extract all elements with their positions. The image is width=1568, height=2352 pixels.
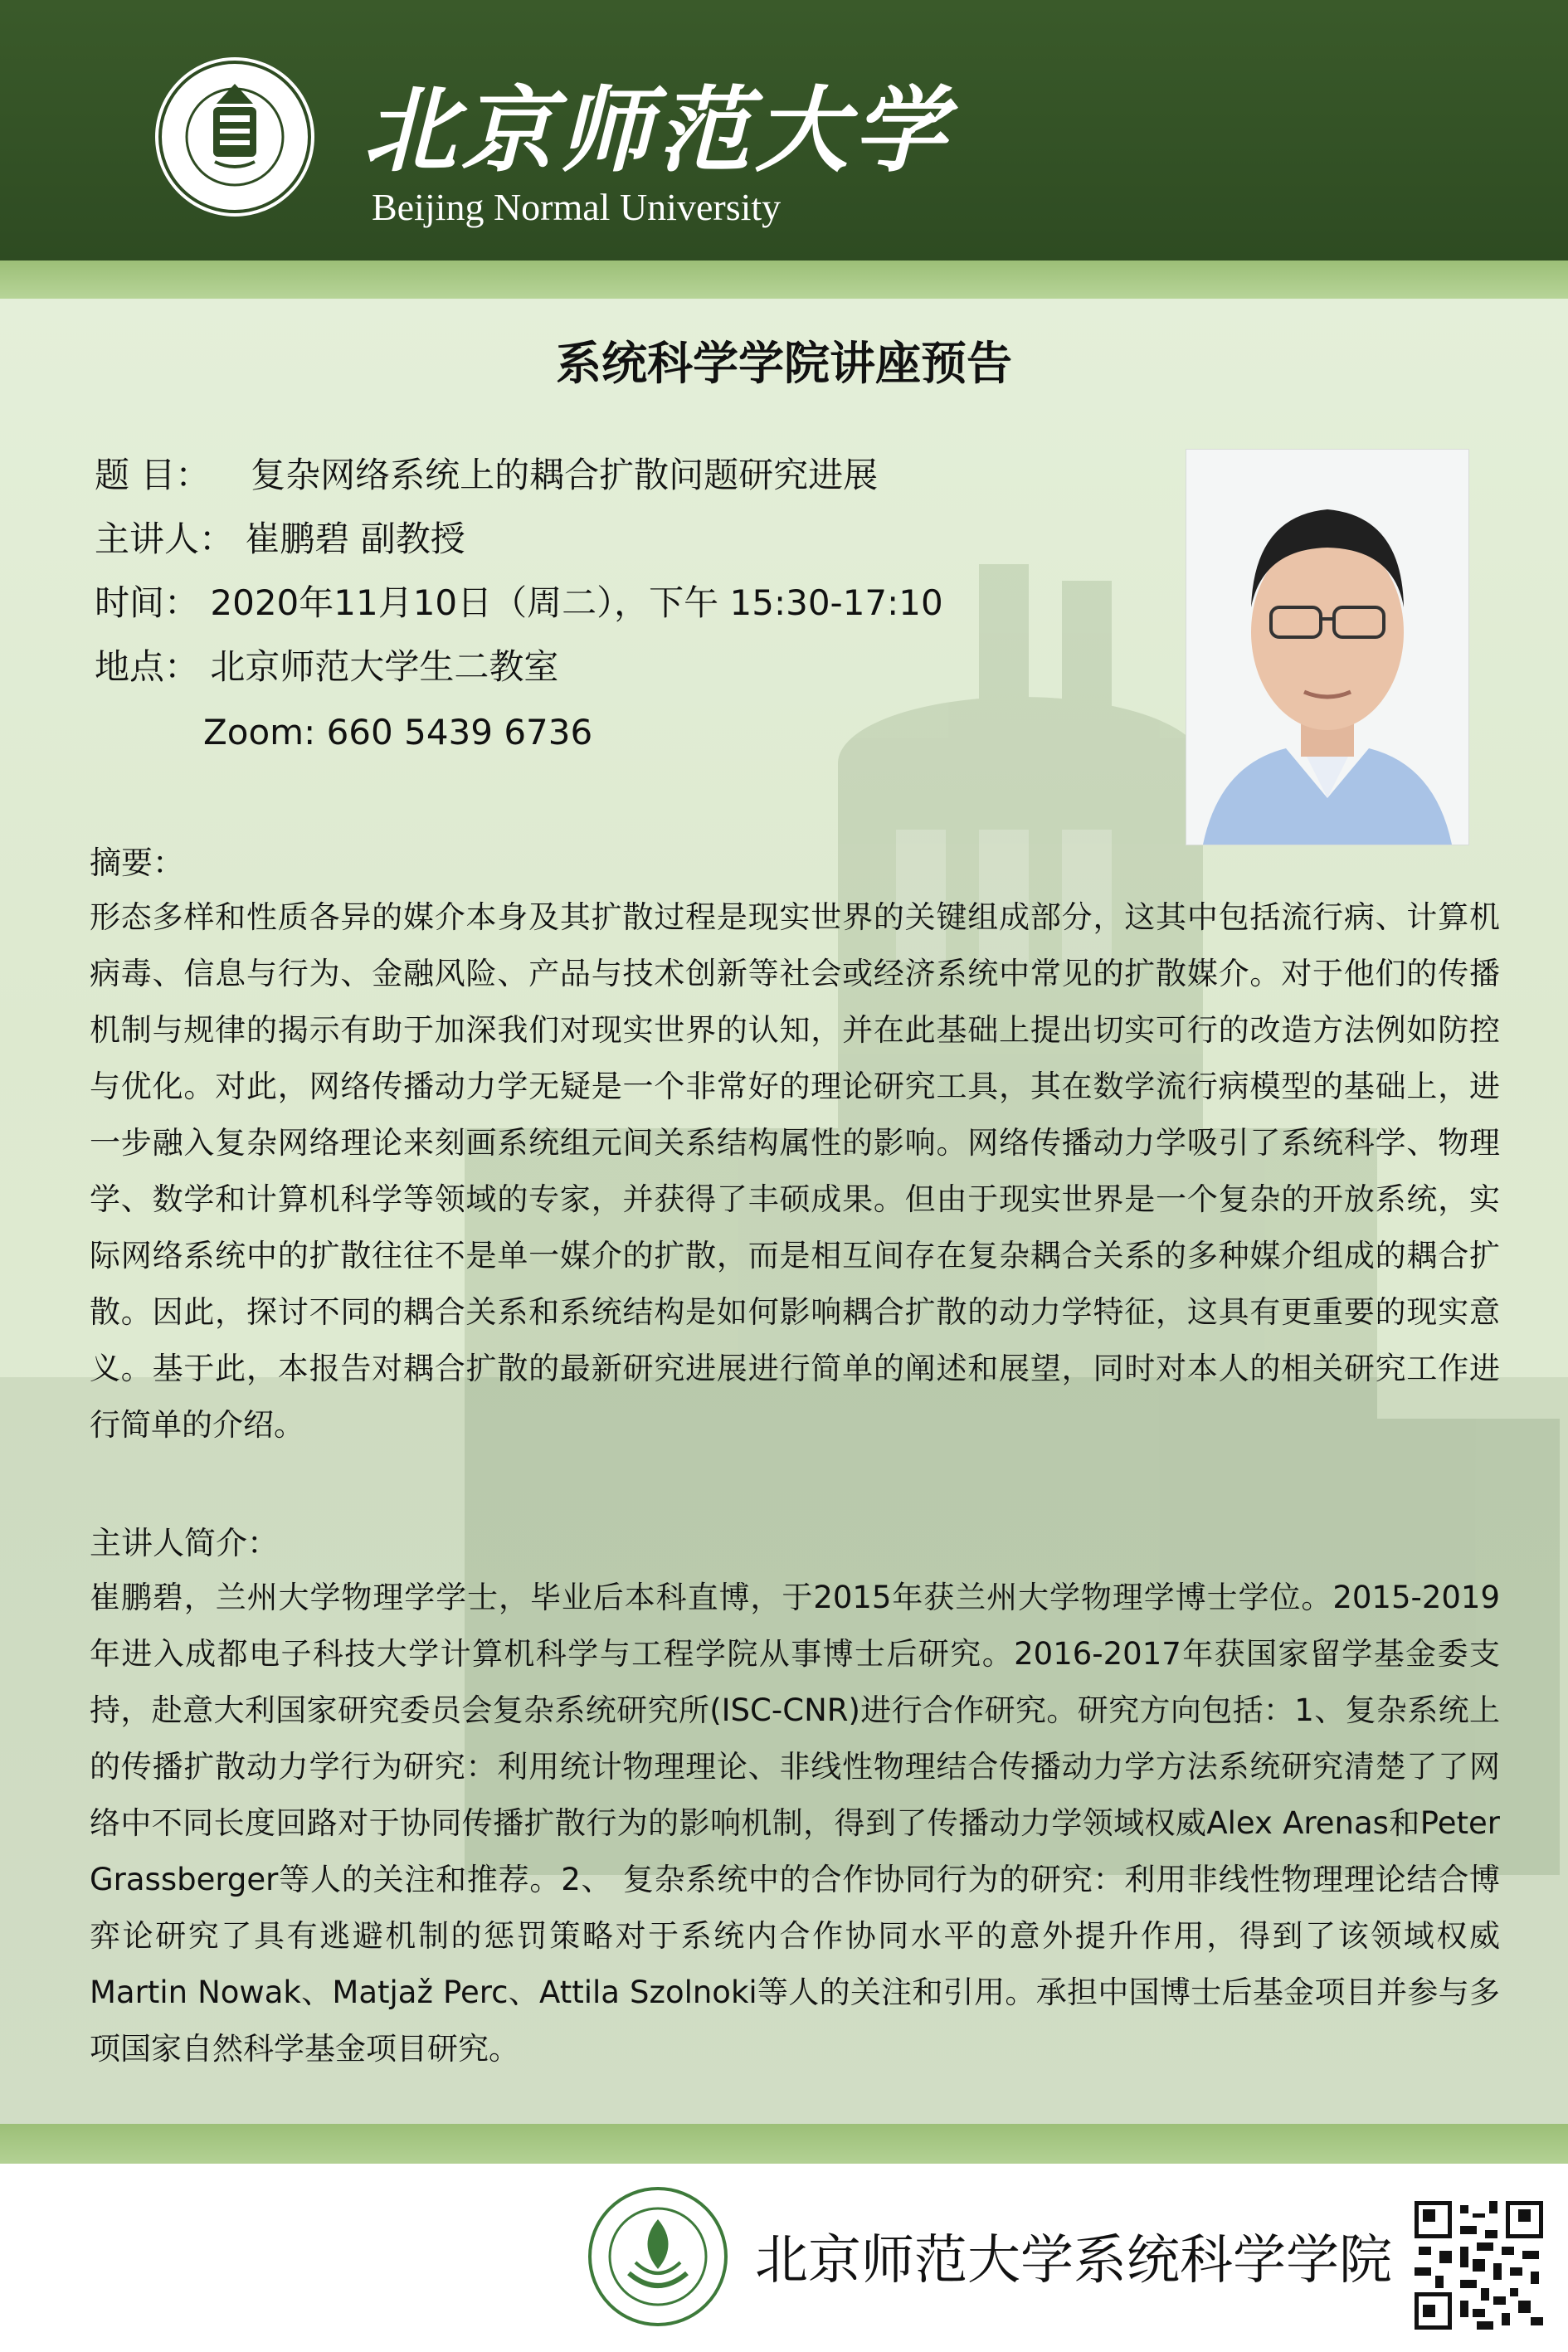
speaker-photo <box>1186 449 1469 845</box>
place-value: 北京师范大学生二教室 <box>210 646 559 687</box>
time-label: 时间： <box>95 582 200 623</box>
school-name: 北京师范大学系统科学学院 <box>755 2230 1392 2291</box>
page-title: 系统科学学院讲座预告 <box>555 337 1012 390</box>
footer-stripe <box>0 2124 1568 2164</box>
abstract-text: 形态多样和性质各异的媒介本身及其扩散过程是现实世界的关键组成部分，这其中包括流行病、计算机病毒、信息与行为、金融风险、产品与技术创新等社会或经济系统中常见的扩散媒介。对于他们的传播机制与规律的揭示有助于加深我们对现实世界的认知，并在此基础上提出切实可行的改造方法例如防控与优化。对此，网络传播动力学无疑是一个非常好的理论研究工具，其在数学流行病模型的基础上，进一步融入复杂网络理论来刻画系统组元间关系结构属性的影响。网络传播动力学吸引了系统科学、物理学、数学和计算机科学等领域的专家，并获得了丰硕成果。但由于现实世界是一个复杂的开放系统，实际网络系统中的扩散往往不是单一媒介的扩散，而是相互间存在复杂耦合关系的多种媒介组成的耦合扩散。因此，探讨不同的耦合关系和系统结构是如何影响耦合扩散的动力学特征，这具有更重要的现实意义。基于此，本报告对耦合扩散的最新研究进展进行简单的阐述和展望，同时对本人的相关研究工作进行简单的介绍。 <box>90 899 1500 1443</box>
topic-label: 题 目： <box>95 455 211 495</box>
place-row <box>95 637 1157 697</box>
zoom-id: Zoom: 660 5439 6736 <box>203 712 593 752</box>
time-value: 2020年11月10日（周二），下午 15:30-17:10 <box>210 582 943 623</box>
school-logo <box>587 2186 728 2327</box>
university-seal-logo <box>152 54 318 220</box>
bio-heading: 主讲人简介： <box>90 1525 280 1561</box>
speaker-label: 主讲人： <box>95 519 235 559</box>
place-label: 地点： <box>95 646 200 687</box>
speaker-row <box>95 509 1157 569</box>
header-stripe <box>0 261 1568 299</box>
time-row <box>95 573 1157 633</box>
qr-code[interactable] <box>1410 2197 1547 2334</box>
topic-value: 复杂网络系统上的耦合扩散问题研究进展 <box>251 455 879 495</box>
zoom-row <box>203 703 1265 762</box>
university-name-cn: 北京师范大学 <box>363 76 951 185</box>
university-name-en: Beijing Normal University <box>372 186 782 228</box>
bio-text: 崔鹏碧，兰州大学物理学学士，毕业后本科直博，于2015年获兰州大学物理学博士学位。2015-2019年进入成都电子科技大学计算机科学与工程学院从事博士后研究。2016-2017年获国家留学基金委支持，赴意大利国家研究委员会复杂系统研究所(ISC-CNR)进行合作研究。研究方向包括：1、复杂系统上的传播扩散动力学行为研究：利用统计物理理论、非线性物理结合传播动力学方法系统研究清楚了了网络中不同长度回路对于协同传播扩散行为的影响机制，得到了传播动力学领域权威Alex Arenas和Peter Grassberger等人的关注和推荐。2、 复杂系统中的合作协同行为的研究：利用非线性物理理论结合博弈论研究了具有逃避机制的惩罚策略对于系统内合作协同水平的意外提升作用，得到了该领域权威Martin Nowak、Matjaž Perc、Attila Szolnoki等人的关注和引用。承担中国博士后基金项目并参与多项国家自然科学基金项目研究。 <box>90 1580 1500 2067</box>
topic-row <box>95 446 1157 505</box>
abstract-heading: 摘要： <box>90 845 185 881</box>
speaker-value: 崔鹏碧 副教授 <box>245 519 465 559</box>
